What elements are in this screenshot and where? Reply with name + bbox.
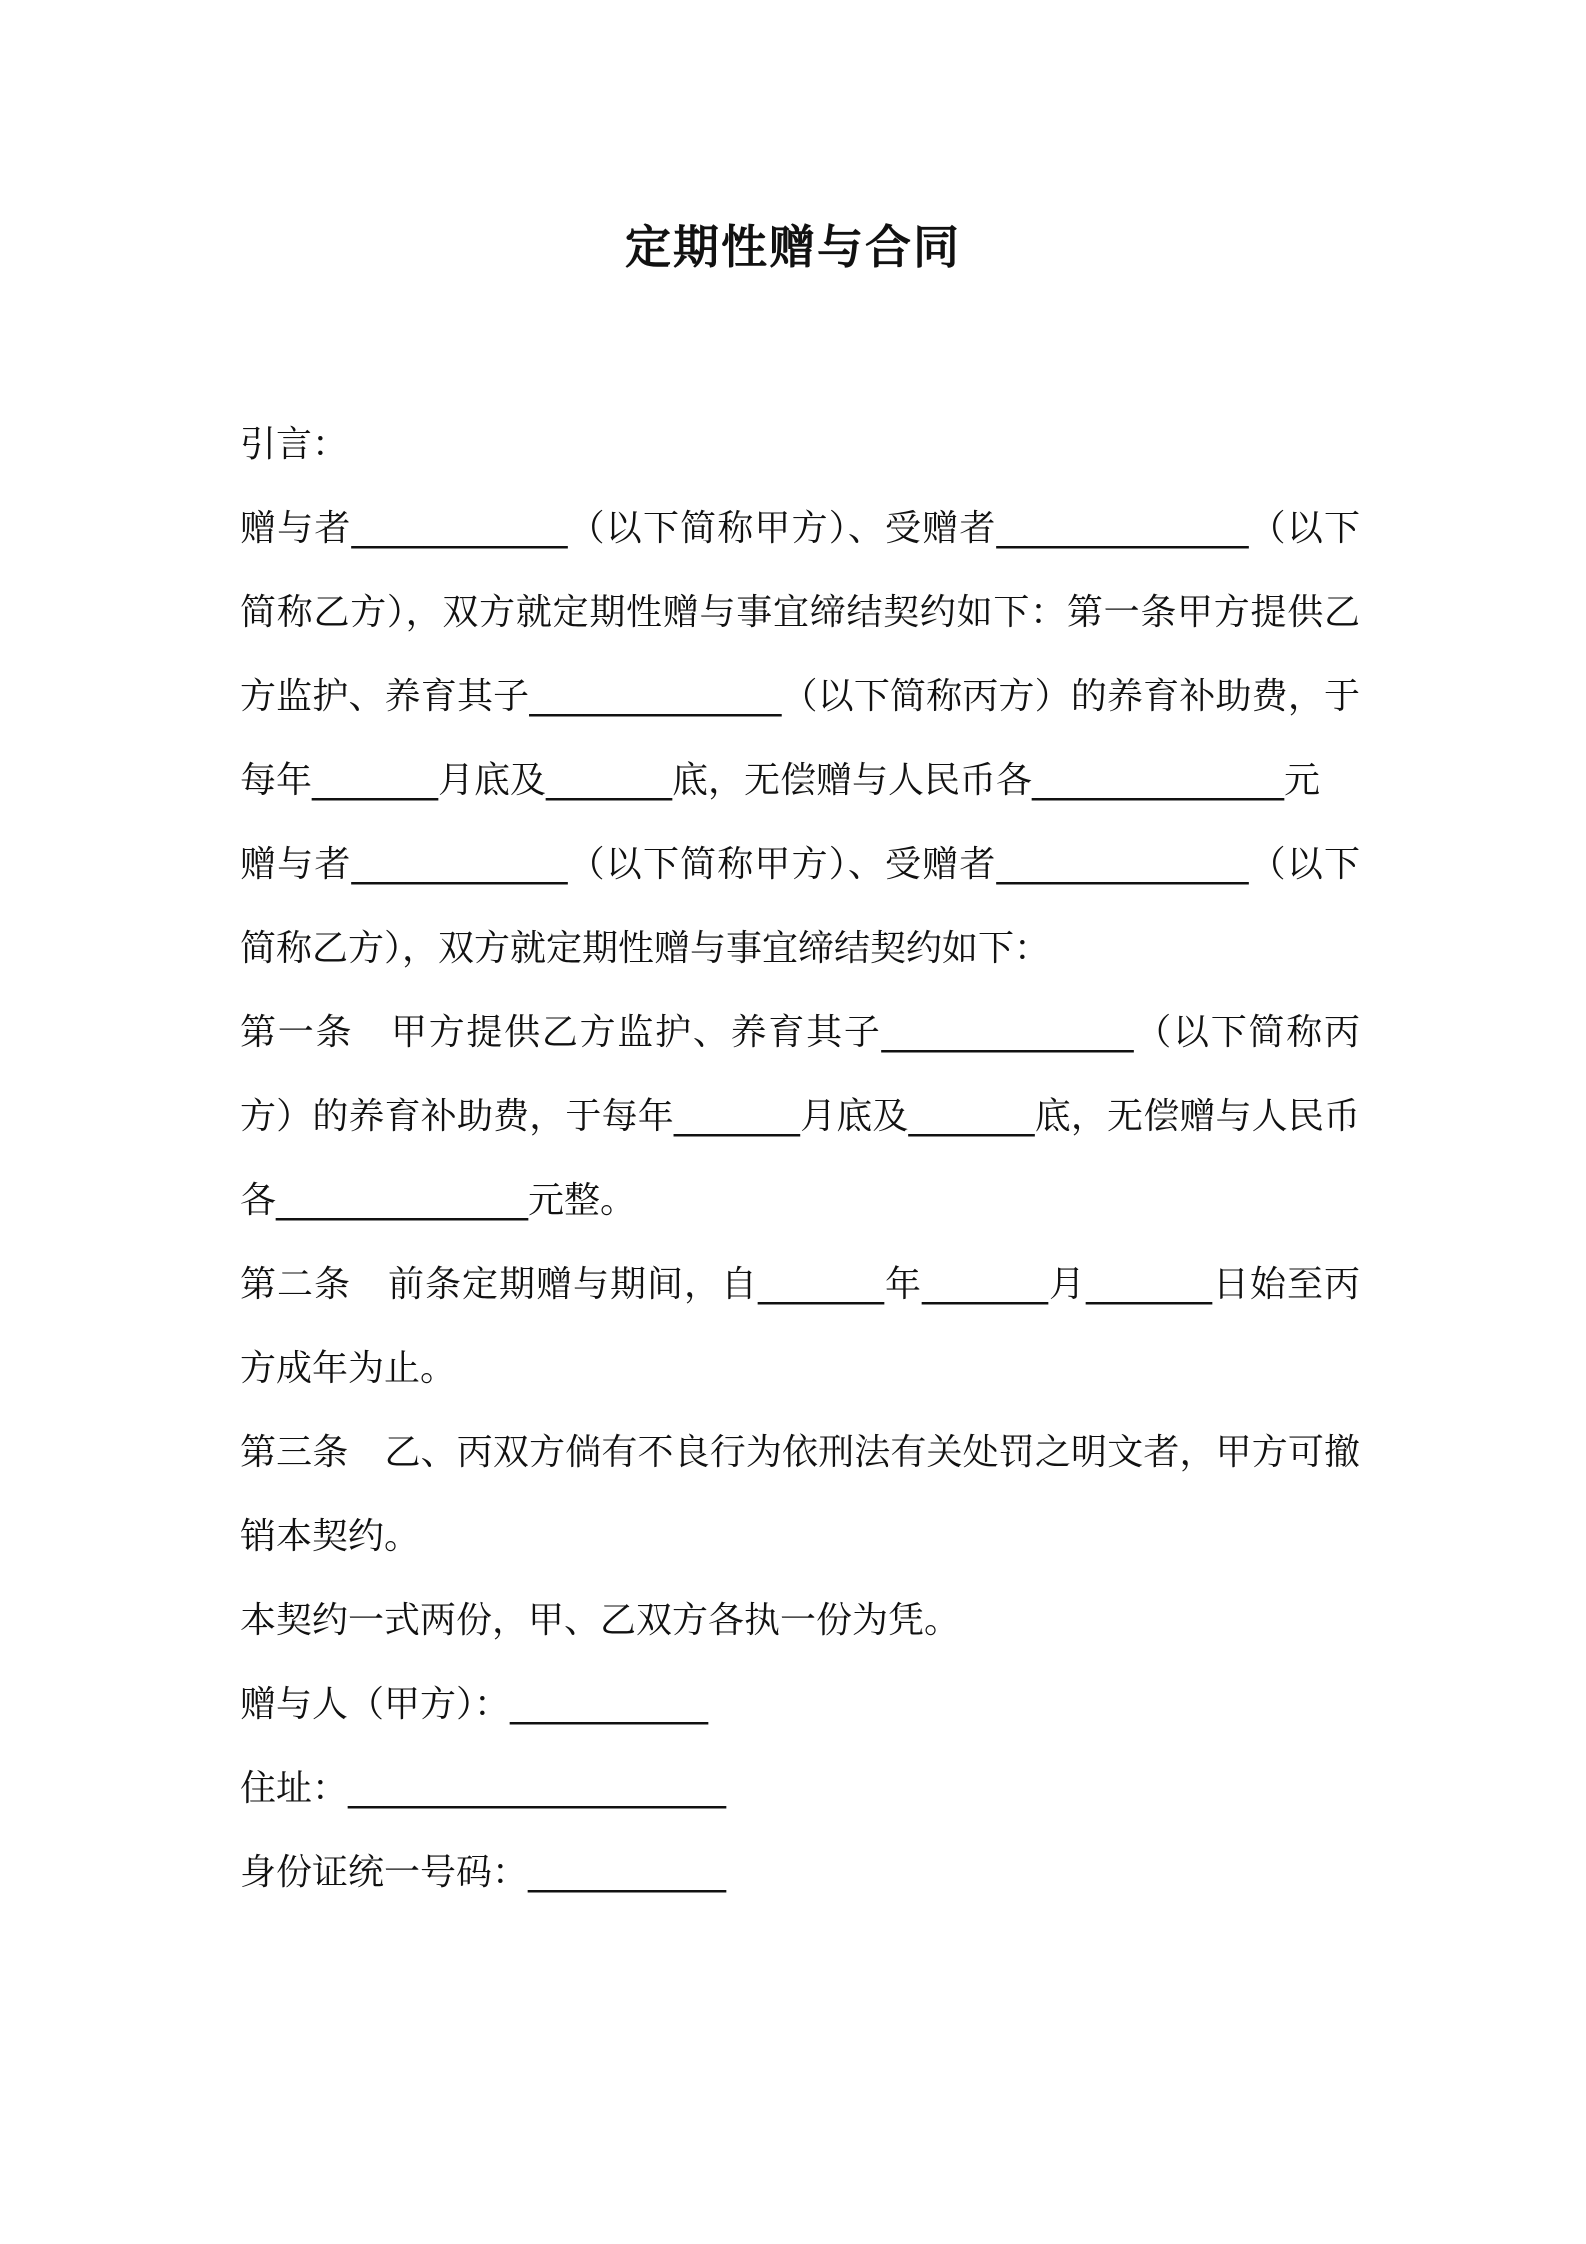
article-one: 第一条 甲方提供乙方监护、养育其子______________（以下简称丙方）的养育补助费，于每年_______月底及_______底，无偿赠与人民币各______________元整。 [240, 1012, 1360, 1221]
parties-paragraph: 赠与者____________（以下简称甲方）、受赠者______________（以下简称乙方），双方就定期性赠与事宜缔结契约如下： [240, 844, 1360, 969]
article-three: 第三条 乙、丙双方倘有不良行为依刑法有关处罚之明文者，甲方可撤销本契约。 [240, 1432, 1360, 1557]
intro-paragraph: 赠与者____________（以下简称甲方）、受赠者______________（以下简称乙方），双方就定期性赠与事宜缔结契约如下：第一条甲方提供乙方监护、养育其子______________（以下简称丙方）的养育补助费，于每年_______月底及_______底，无偿赠与人民币各______________元 [240, 508, 1360, 801]
donor-signature-line: 赠与人（甲方）：___________ [240, 1684, 709, 1725]
article-two: 第二条 前条定期赠与期间，自_______年_______月_______日始至丙方成年为止。 [240, 1264, 1360, 1389]
copies-clause: 本契约一式两份，甲、乙双方各执一份为凭。 [240, 1600, 961, 1641]
document-title: 定期性赠与合同 [625, 220, 961, 274]
id-number-line: 身份证统一号码：___________ [240, 1852, 727, 1893]
document-body [240, 403, 1360, 1915]
intro-heading: 引言： [240, 424, 349, 465]
address-line: 住址：_____________________ [240, 1768, 727, 1809]
